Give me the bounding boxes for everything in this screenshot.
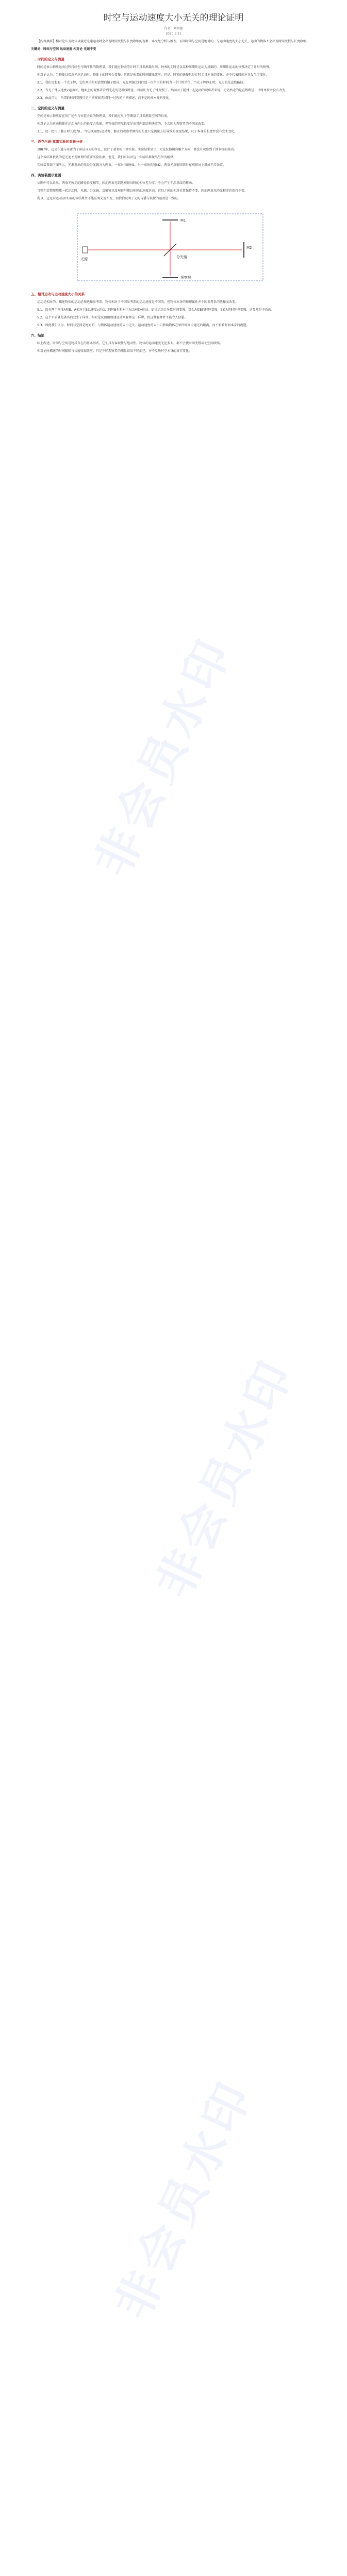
- paragraph: 2.2、当光子钟以速度v运动时，地面上的观察者看到光走的是斜线路径，因而认为光子钟变慢了。然而对于随钟一起运动的观察者来说，光仍然走的是直线路径，计时单位并没有改变。: [37, 89, 289, 92]
- paragraph: 综上所述，时间与空间是物质存在的基本形式，它们具有客观性与绝对性。物体的运动速度无论多大，都不会使时间变慢或使空间收缩。: [37, 342, 223, 345]
- interferometer-diagram: [67, 209, 273, 286]
- paragraph: 相对论认为运动物体在运动方向上的长度会收缩，但物体的实际长度是由其内部结构决定的，不会因为观察者的不同而改变。: [37, 122, 208, 126]
- paragraph: 运动是相对的，描述物体的运动必须选择参考系。物体相对于不同参考系的运动速度是不同的，但物体本身的物理属性并不因参考系的选择而改变。: [37, 300, 239, 304]
- paragraph: 空间是表示物质存在的广延性与位置关系的物理量，我们通过尺子等测量工具来测量空间的长度。: [37, 114, 171, 118]
- sections-container: [31, 56, 316, 354]
- paragraph: 相对论所描述的时间膨胀与长度收缩效应，只是不同观察者的测量结果不同而已，并不反映时空本身的真实变化。: [37, 349, 192, 353]
- label-source: 光源: [80, 257, 88, 261]
- watermark-1: 非会员水印: [85, 628, 243, 885]
- paragraph: 时间是表示物质运动过程持续性与顺序性的物理量，我们通过钟表等计时工具来测量时间。钟表的走时是以某种周期性运动为基础的，周期性运动的快慢决定了计时的快慢。: [37, 65, 273, 69]
- paragraph: 实验装置如下图所示，光源发出的光经分光镜分为两束，一束射向镜M1，另一束射向镜M2，两束光反射回来后在观察屏上形成干涉条纹。: [37, 163, 226, 167]
- paragraph: 这个零结果被认为是光速不变原理的重要实验依据。但是，我们可以对这一实验结果做出另外的解释。: [37, 156, 177, 159]
- watermark-3: 非会员水印: [105, 2071, 263, 2328]
- abstract: 【内容摘要】相对论认为物体以接近光速运动时会出现时间变慢与长度收缩的现象，本文经分析与推理，证明时间与空间是绝对的，与运动速度的大小无关，运动的物体不会出现时间变慢与长度收缩。: [37, 40, 310, 43]
- author-line: 作者：刘相德: [164, 27, 183, 30]
- label-splitter: 分光镜: [176, 255, 187, 259]
- paragraph: 1887年，迈克尔逊与莫雷为了验证以太的存在，设计了著名的干涉实验。实验结果显示，无论仪器朝向哪个方向，都没有观察到干涉条纹的移动。: [37, 148, 237, 151]
- watermark-2: 非会员水印: [146, 1349, 305, 1606]
- interferometer-figure: [31, 209, 316, 286]
- paragraph: 2.3、由此可见，所谓的时间变慢只是不同观察者对同一过程的不同描述，而不是时间本身的变化。: [37, 96, 172, 100]
- section-heading: 三、迈克尔逊-莫雷实验的重新分析: [31, 140, 83, 144]
- label-m2: M2: [246, 246, 252, 250]
- section-heading: 四、实验装置示意图: [31, 173, 61, 177]
- document-title: 时空与运动速度大小无关的理论证明: [103, 13, 244, 23]
- label-m1: M1: [180, 218, 186, 223]
- keywords: 关键词：时间与空间 运动速度 相对论 光速不变: [31, 47, 96, 51]
- light-source-box: [82, 247, 88, 253]
- paragraph: 5.1、设有两个物体A和B，A相对于B以速度v运动，同时B也相对于A以速度v运动。如果运动会导致时间变慢，那么A看B的时钟变慢，B看A的时钟也变慢，这显然是矛盾的。: [37, 308, 274, 312]
- paragraph: 5.3、因此我们认为，时间与空间是绝对的，与物体运动速度的大小无关。运动速度的大小只影响物体在单位时间内通过的距离，而不影响时间本身的流逝。: [37, 324, 250, 327]
- paragraph: 从图中可以看出，两束光所走的路径长度相等，因此两束光到达观察屏时的相位差为零，不会产生干涉条纹的移动。: [37, 181, 195, 185]
- paragraph: 5.2、这个矛盾就是著名的双生子佯谬。相对论试图用加速运动来解释这一佯谬，但这种解释并不能令人信服。: [37, 316, 188, 319]
- paragraph: 相对论认为，当物体以接近光速运动时，物体上的时钟会变慢，这就是所谓的时间膨胀效应。但是，时钟的快慢只是计时工具本身的变化，并不代表时间本身发生了变化。: [37, 73, 270, 77]
- paragraph: 当整个装置随地球一起运动时，光源、分光镜、反射镜以及观察屏都以相同的速度运动，它们之间的相对位置保持不变，因而两束光的光程差也保持不变。: [37, 189, 248, 193]
- section-heading: 二、空间的定义与测量: [31, 106, 64, 110]
- date-line: 2020.3.21: [166, 32, 181, 36]
- section-heading: 一、时间的定义与测量: [31, 57, 64, 61]
- paragraph: 2.1、我们设想有一个光子钟，它由两块相对放置的镜子组成，光在两镜之间往返一次所用的时间为一个计时单位。当光子钟静止时，光走的是直线路径。: [37, 81, 246, 84]
- paragraph: 所以，迈克尔逊-莫雷实验的零结果并不能证明光速不变，而恰恰说明了光的传播与装置的运动是一致的。: [37, 197, 181, 200]
- section-heading: 五、相对运动与运动速度大小的关系: [31, 292, 85, 296]
- section-heading: 六、结论: [31, 333, 44, 337]
- paragraph: 3.1、设一把尺子静止时长度为L，当它以速度v运动时，静止的观察者测得的长度只是测量方法导致的视觉结果，尺子本身的长度并没有发生变化。: [37, 130, 238, 133]
- label-screen: 观察屏: [180, 276, 191, 280]
